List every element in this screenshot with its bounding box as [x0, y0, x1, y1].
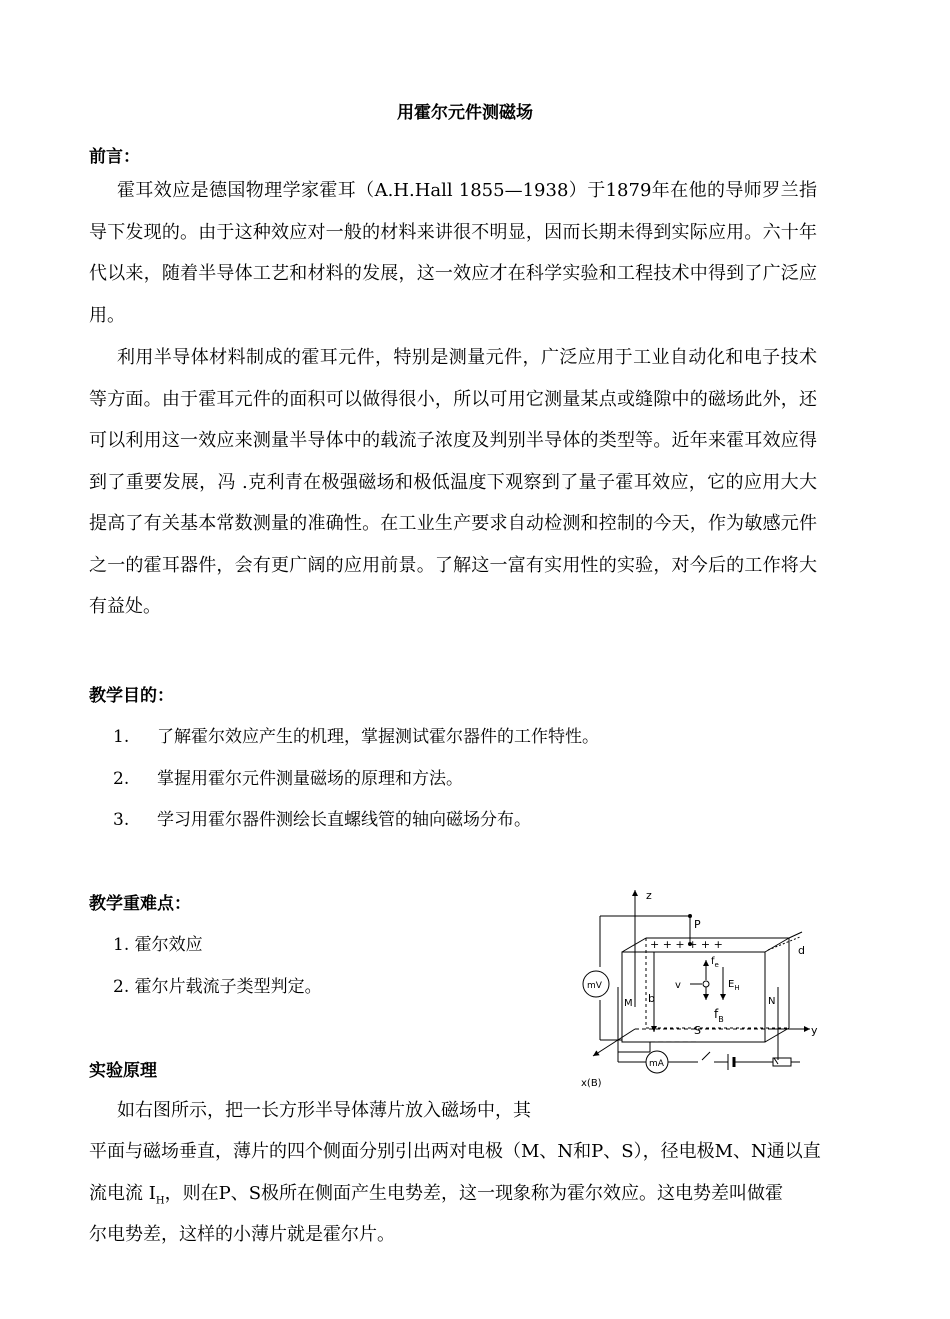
hall-effect-diagram: [578, 882, 823, 1092]
fe-label: $f_e$: [711, 956, 719, 969]
objective-number: 1.: [113, 727, 130, 747]
key-point-number: 2.: [113, 977, 130, 997]
b-label: b: [648, 992, 655, 1005]
M-label: M: [624, 998, 633, 1009]
key-point-number: 1.: [113, 935, 130, 955]
objective-text: 掌握用霍尔元件测量磁场的原理和方法。: [157, 769, 463, 789]
key-point-text: 霍尔效应: [134, 935, 203, 955]
objectives-heading: 教学目的：: [89, 686, 174, 706]
objective-number: 3.: [113, 810, 130, 830]
v-label: v: [675, 980, 681, 991]
z-label: z: [646, 889, 652, 902]
page-title: 用霍尔元件测磁场: [397, 103, 533, 123]
principle-heading: 实验原理: [89, 1061, 157, 1081]
P-label: P: [694, 918, 701, 931]
key-point-item: [113, 972, 322, 997]
minus-signs: _ _ _ _ _ _: [650, 1032, 696, 1043]
principle-line-3: 流电流 $I_H$，则在P、S极所在侧面产生电势差，这一现象称为霍尔效应。这电势差叫做霍: [89, 1183, 784, 1207]
principle-line-1: 如右图所示，把一长方形半导体薄片放入磁场中，其: [117, 1100, 531, 1121]
E-label: $E_H$: [728, 979, 740, 992]
objective-item: [113, 805, 531, 830]
principle-line-4: 尔电势差，这样的小薄片就是霍尔片。: [89, 1224, 395, 1245]
key-point-item: [113, 930, 203, 955]
principle-line-2: 平面与磁场垂直，薄片的四个侧面分别引出两对电极（M、N和P、S），径电极M、N通以直: [89, 1141, 821, 1162]
mV-label: mV: [587, 981, 602, 991]
N-label: N: [768, 996, 776, 1007]
fb-label: $f_B$: [714, 1007, 724, 1024]
y-label: y: [811, 1024, 818, 1037]
objective-text: 学习用霍尔器件测绘长直螺线管的轴向磁场分布。: [157, 810, 531, 830]
objective-text: 了解霍尔效应产生的机理，掌握测试霍尔器件的工作特性。: [157, 727, 599, 747]
S-label: S: [694, 1024, 701, 1037]
plus-signs: + + + + + +: [650, 938, 723, 951]
mA-label: mA: [649, 1059, 664, 1069]
key-point-text: 霍尔片载流子类型判定。: [134, 977, 322, 997]
objective-item: [113, 764, 463, 789]
x-label: x(B): [581, 1078, 602, 1089]
objective-item: [113, 722, 599, 747]
objective-number: 2.: [113, 769, 130, 789]
preface-paragraph-2: 利用半导体材料制成的霍耳元件，特别是测量元件，广泛应用于工业自动化和电子技术等方面。由于霍耳元件的面积可以做得很小，所以可用它测量某点或缝隙中的磁场此外，还可以利用这一效应来测量半导体中的载流子浓度及判别半导体的类型等。近年来霍耳效应得到了重要发展，冯 .克利青在极强磁场和极低温度下观察到了量子霍耳效应，它的应用大大提高了有关基本常数测量的准确性。在工业生产要求自动检测和控制的今天，作为敏感元件之一的霍耳器件，会有更广阔的应用前景。了解这一富有实用性的实验，对今后的工作将大有益处。: [89, 347, 817, 617]
key-points-heading: 教学重难点：: [89, 894, 191, 914]
preface-paragraph-1: 霍耳效应是德国物理学家霍耳（A.H.Hall 1855—1938）于1879年在他的导师罗兰指导下发现的。由于这种效应对一般的材料来讲很不明显，因而长期未得到实际应用。六十年代以来，随着半导体工艺和材料的发展，这一效应才在科学实验和工程技术中得到了广泛应用。: [89, 180, 817, 326]
preface-heading: 前言：: [89, 147, 140, 167]
d-label: d: [798, 944, 805, 957]
